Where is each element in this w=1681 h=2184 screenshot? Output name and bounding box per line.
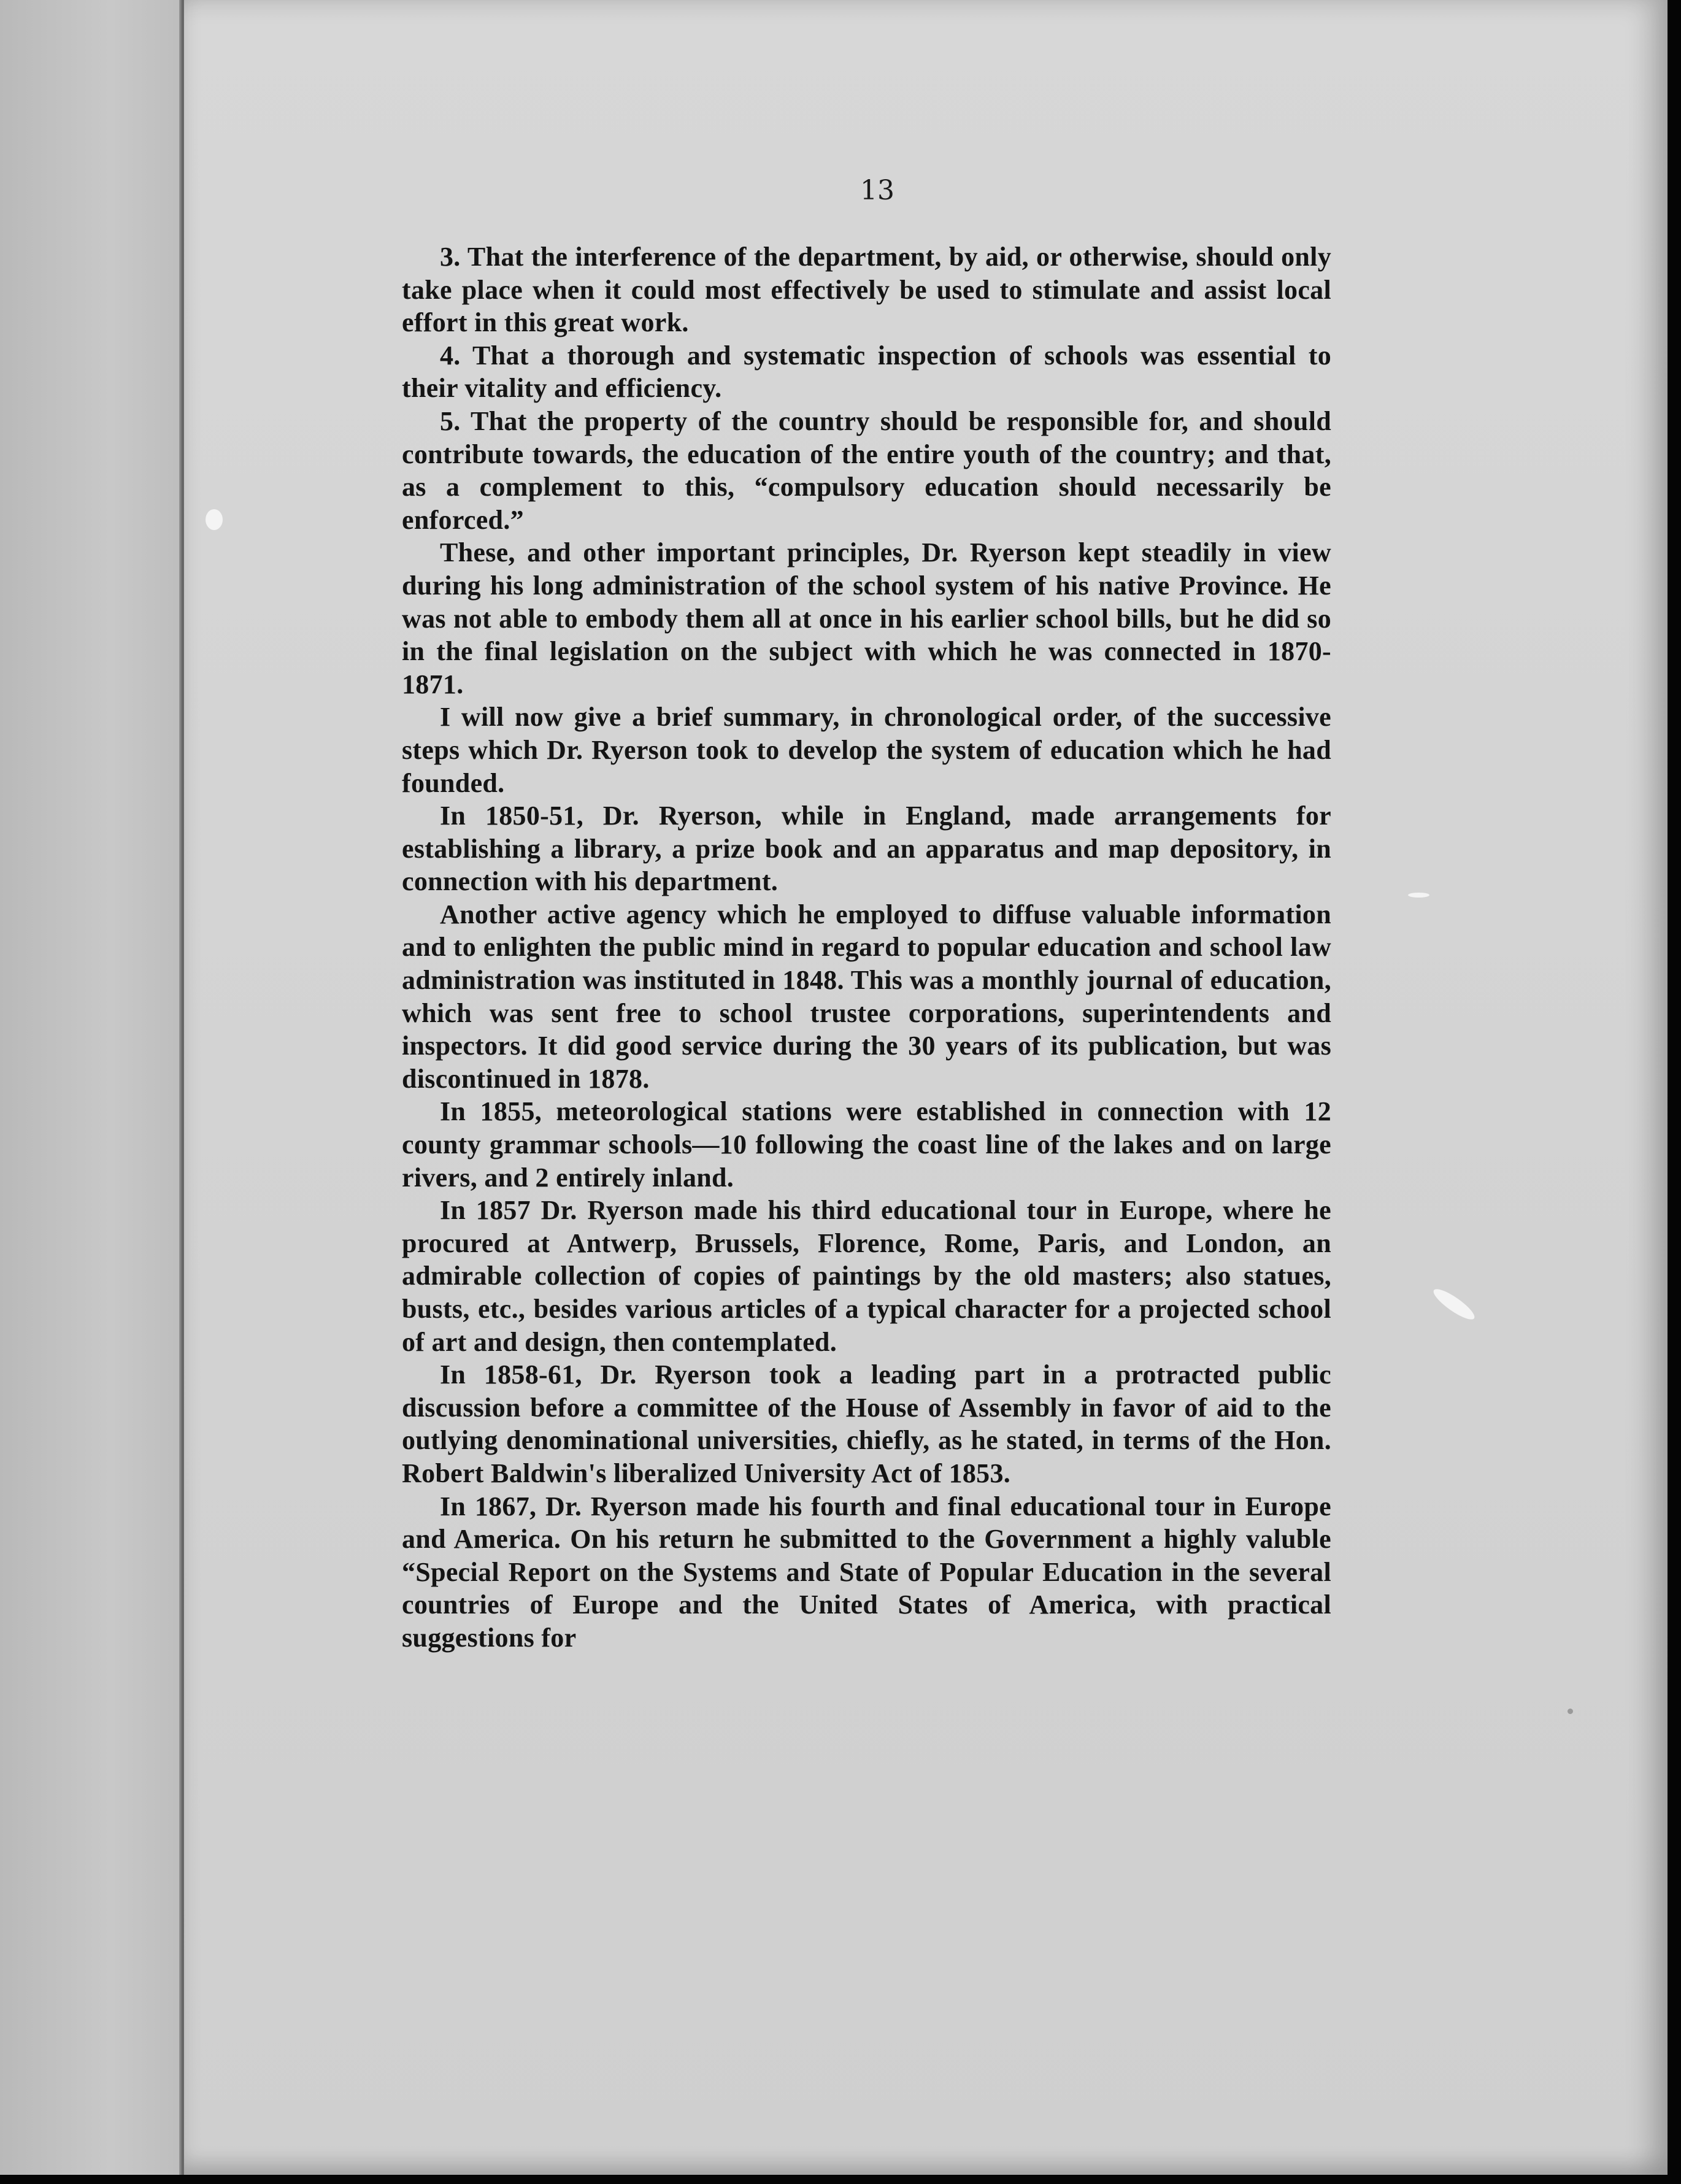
facing-page-edge [0, 0, 184, 2175]
paragraph: In 1857 Dr. Ryerson made his third educational tour in Europe, where he procured at Antwerp, Brussels, Florence, Rome, Paris, and London, an admirable collection of copies of paintings by the old masters; also statues, busts, etc., besides various articles of a typical character for a projected school of art and design, then contemplated. [402, 1195, 1331, 1357]
scan-speck [206, 509, 223, 530]
paragraph: Another active agency which he employed to diffuse valuable information and to enlighten the public mind in regard to popular education and school law administration was instituted in 1848. This was a monthly journal of education, which was sent free to school trustee corporations, superintendents and inspectors. It did good service during the 30 years of its publication, but was discontinued in 1878. [402, 899, 1331, 1094]
paragraph: In 1850-51, Dr. Ryerson, while in England, made arrangements for establishing a library, a prize book and an apparatus and map depository, in connection with his department. [402, 801, 1331, 897]
paragraph: 5. That the property of the country should be responsible for, and should contribute towards, the education of the entire youth of the country; and that, as a complement to this, “compulsory education should necessarily be enforced.” [402, 406, 1331, 535]
scan-speck [1408, 893, 1429, 898]
paragraph: 4. That a thorough and systematic inspection of schools was essential to their vitality and efficiency. [402, 340, 1331, 404]
paragraph: In 1855, meteorological stations were established in connection with 12 county grammar schools—10 following the coast line of the lakes and on large rivers, and 2 entirely inland. [402, 1096, 1331, 1193]
scan-speck [1568, 1709, 1573, 1714]
paragraph: In 1858-61, Dr. Ryerson took a leading part in a protracted public discussion before a committee of the House of Assembly in favor of aid to the outlying denominational universities, chiefly, as he stated, in terms of the Hon. Robert Baldwin's liberalized University Act of 1853. [402, 1359, 1331, 1488]
scan-border-right [1668, 0, 1681, 2184]
paragraph: These, and other important principles, Dr. Ryerson kept steadily in view during his long administration of the school system of his native Province. He was not able to embody them all at once in his earlier school bills, but he did so in the final legislation on the subject with which he was connected in 1870-1871. [402, 537, 1331, 699]
page-number: 13 [860, 175, 894, 206]
paragraph: In 1867, Dr. Ryerson made his fourth and final educational tour in Europe and America. On his return he submitted to the Government a highly valuble “Special Report on the Systems and State of Popular Education in the several countries of Europe and the United States of America, with practical suggestions for [402, 1491, 1331, 1653]
paragraph: 3. That the interference of the department, by aid, or otherwise, should only take place when it could most effectively be used to stimulate and assist local effort in this great work. [402, 242, 1331, 338]
paragraph: I will now give a brief summary, in chronological order, of the successive steps which Dr. Ryerson took to develop the system of education which he had founded. [402, 702, 1331, 798]
scan-speck [1430, 1285, 1478, 1324]
scan-border-bottom [0, 2175, 1681, 2184]
body-text [402, 240, 1331, 1655]
